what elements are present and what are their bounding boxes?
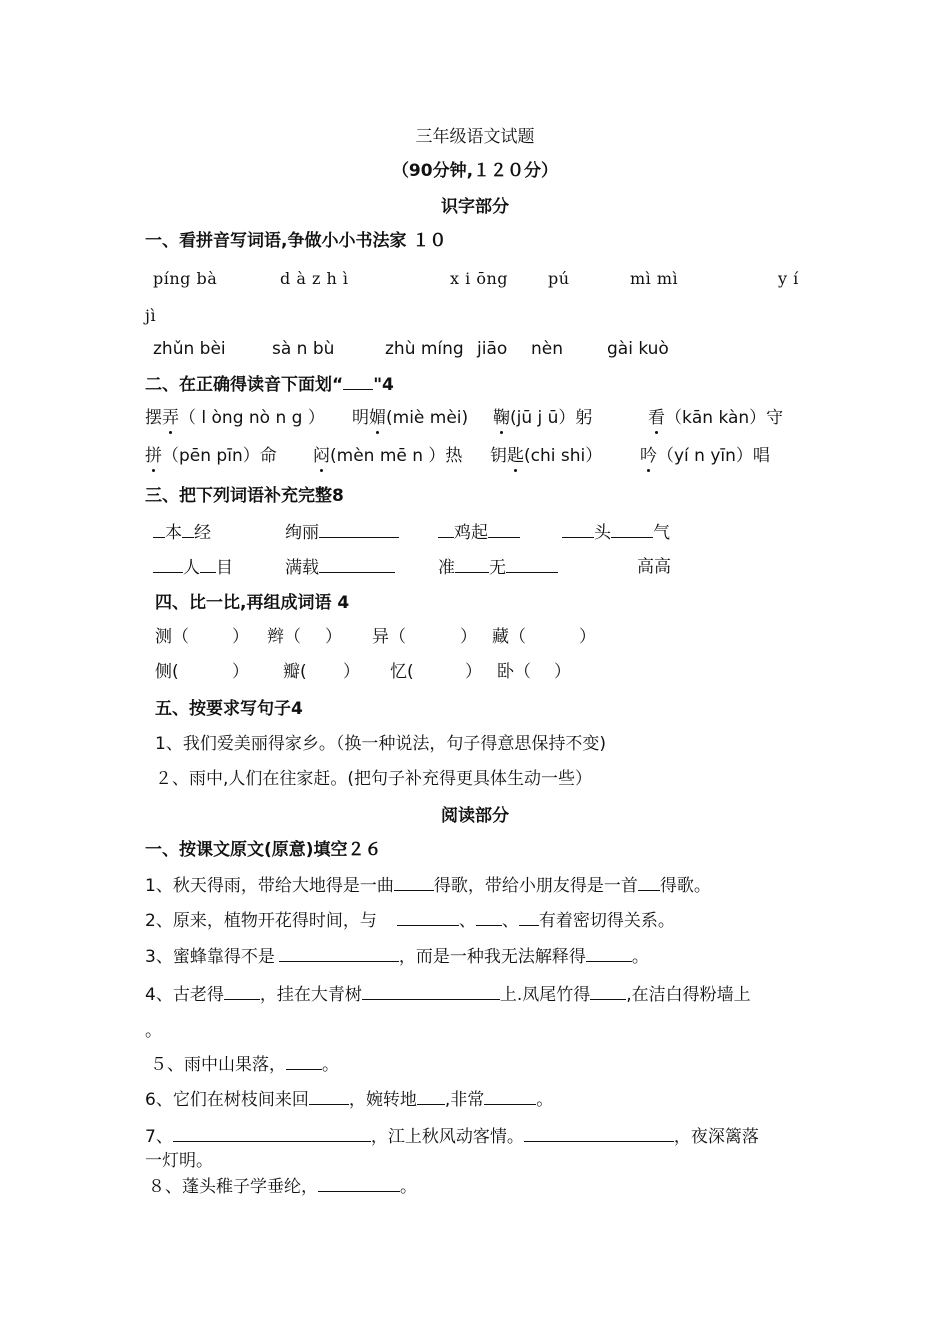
section-3-heading: 三、把下列词语补充完整8 [145,486,344,506]
compare-paren: ） [232,662,249,682]
reading-choice-item: 拼（pēn pīn）命 [145,446,277,466]
sentence-task: 1、我们爱美丽得家乡。（换一种说法，句子得意思保持不变) [155,734,606,754]
section-5-heading: 五、按要求写句子4 [155,699,303,719]
fill-blank-q7-cont: 一灯明。 [145,1151,213,1171]
compare-paren: ） [232,627,249,647]
pinyin-item: zhǔn bèi [153,339,226,359]
reading-choice-item: 明媚(miè mèi) [352,408,469,428]
fill-blank-q4-cont: 。 [145,1021,162,1041]
fill-blank-q5: ５、雨中山果落， 。 [150,1055,339,1075]
compare-char: 藏（ [492,627,526,647]
section-4-heading: 四、比一比,再组成词语 4 [155,593,350,613]
compare-paren: ） [460,627,477,647]
compare-char: 瓣( [283,662,307,682]
pinyin-item: jiāo [477,339,508,359]
pinyin-item: pú [548,269,570,288]
pinyin-item: d à z h ì [280,269,349,288]
section-2-heading-text: 二、在正确得读音下面划“ [145,375,344,395]
pinyin-item: nèn [531,339,564,359]
idiom-item: 准 无 [438,556,558,579]
part-heading-reading: 阅读部分 [441,806,509,826]
compare-paren: ） [325,627,342,647]
idiom-item: 绚丽 [285,521,399,544]
fill-blank-q1: 1、秋天得雨，带给大地得是一曲 得歌，带给小朋友得是一首 得歌。 [145,876,711,896]
pinyin-item: sà n bù [272,339,335,359]
compare-char: 卧（ [497,662,531,682]
exam-title: 三年级语文试题 [415,127,535,147]
compare-char: 忆( [390,662,414,682]
compare-char: 测（ [155,627,189,647]
reading-choice-item: 看（kān kàn）守 [648,408,784,428]
reading-choice-item: 闷(mèn mē n ）热 [313,446,463,466]
exam-subtitle: （90分钟,１２０分） [391,161,559,181]
section-2-heading [145,373,394,396]
idiom-item: 鸡起 [438,521,520,544]
compare-char: 侧( [155,662,179,682]
pinyin-item: y í [778,269,799,288]
pinyin-item: píng bà [153,269,218,288]
reading-choice-item: 鞠(jū j ū）躬 [493,408,593,428]
reading-choice-item: 钥匙(chi shi） [490,446,603,466]
fill-blank-q2: 2、原来，植物开花得时间，与 、 、 有着密切得关系。 [145,911,675,931]
fill-blank-q7: 7、 ，江上秋风动客情。 ，夜深篱落 [145,1127,759,1147]
fill-blank-q6: 6、它们在树枝间来回 ，婉转地 ,非常 。 [145,1090,554,1110]
reading-section-heading: 一、按课文原文(原意)填空２６ [145,840,382,860]
sentence-task: ２、雨中,人们在往家赶。(把句子补充得更具体生动一些） [155,769,593,789]
part-heading-literacy: 识字部分 [441,197,509,217]
pinyin-item: jì [145,306,157,325]
idiom-item: 高高 [637,557,671,577]
idiom-item: 本 经 [153,521,211,544]
pinyin-item: zhù míng [385,339,464,359]
compare-paren: ） [465,662,482,682]
compare-char: 辫（ [267,627,301,647]
compare-paren: ） [343,662,360,682]
section-1-heading: 一、看拼音写词语,争做小小书法家 １０ [145,231,447,251]
fill-blank-q3: 3、蜜蜂靠得不是 ，而是一种我无法解释得 。 [145,947,649,967]
idiom-item: 人 目 [153,556,233,579]
section-2-heading-tail: "4 [373,375,394,395]
pinyin-item: mì mì [630,269,679,288]
compare-char: 异（ [372,627,406,647]
reading-choice-item: 摆弄（ l òng nò n g ） [145,408,325,428]
compare-paren: ） [554,662,571,682]
reading-choice-item: 吟（yí n yīn）唱 [640,446,770,466]
fill-blank-q4: 4、古老得 ，挂在大青树 上.凤尾竹得 ,在洁白得粉墙上 [145,985,751,1005]
idiom-item: 满载 [285,556,395,579]
idiom-item: 头 气 [562,521,670,544]
fill-blank-q8: ８、蓬头稚子学垂纶， 。 [148,1177,417,1197]
pinyin-item: gài kuò [607,339,669,359]
pinyin-item: x i ōng [450,269,508,288]
compare-paren: ） [579,627,596,647]
underline-sample [343,373,373,390]
